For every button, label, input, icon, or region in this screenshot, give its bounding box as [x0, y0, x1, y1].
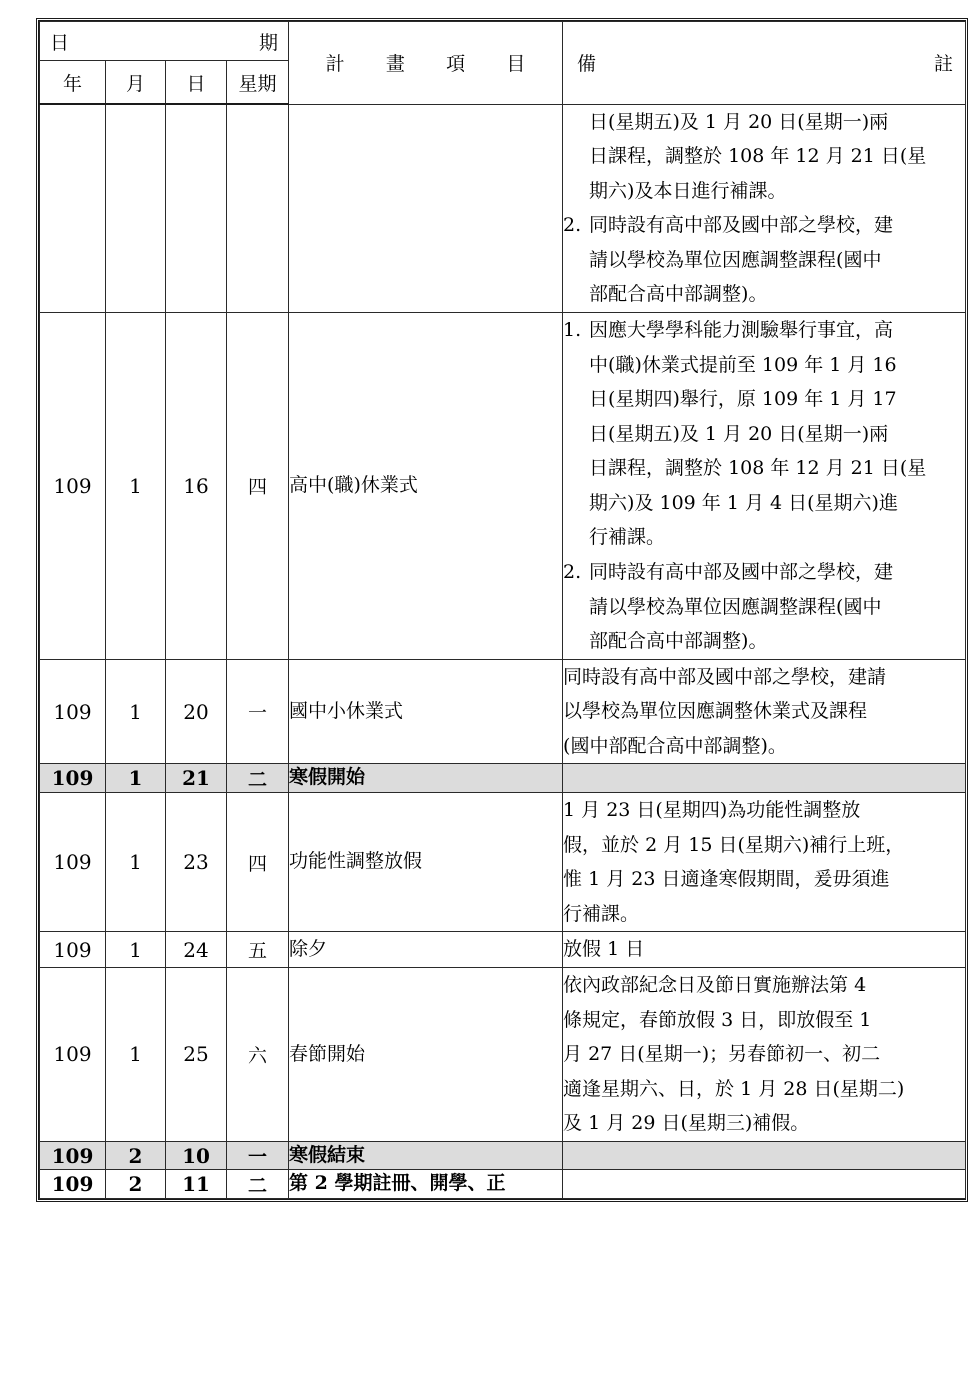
remark-line: 中(職)休業式提前至 109 年 1 月 16 — [589, 353, 897, 376]
remark-line: 1 月 23 日(星期四)為功能性調整放 — [563, 799, 861, 822]
cell-remark — [563, 932, 966, 968]
cell-month: 2 — [106, 1170, 166, 1199]
cell-day: 25 — [166, 967, 227, 1141]
remark-line: 日(星期五)及 1 月 20 日(星期一)兩 — [589, 110, 889, 133]
remark-line: 行補課。 — [589, 526, 666, 549]
cell-weekday: 二 — [227, 764, 289, 793]
remark-line: 及 1 月 29 日(星期三)補假。 — [563, 1112, 810, 1135]
cell-weekday: 五 — [227, 932, 289, 968]
remark-line: 同時設有高中部及國中部之學校，建 — [589, 561, 894, 584]
header-date-right: 期 — [259, 31, 279, 54]
table-row — [40, 1170, 966, 1199]
cell-remark — [563, 793, 966, 932]
header-col-year: 年 — [40, 61, 106, 105]
header-plan-char-2: 畫 — [385, 53, 405, 76]
cell-year: 109 — [40, 764, 106, 793]
calendar-table-wrapper — [36, 18, 968, 1202]
cell-day: 11 — [166, 1170, 227, 1199]
cell-year: 109 — [40, 312, 106, 659]
table-row — [40, 967, 966, 1141]
cell-month: 1 — [106, 764, 166, 793]
table-row — [40, 932, 966, 968]
remark-line: 條規定，春節放假 3 日，即放假至 1 — [563, 1008, 872, 1031]
cell-remark — [563, 1141, 966, 1170]
remark-numbered-item — [563, 313, 965, 555]
remark-line: 日(星期五)及 1 月 20 日(星期一)兩 — [589, 422, 889, 445]
header-date-left: 日 — [50, 31, 70, 54]
remark-block-list — [563, 208, 965, 312]
cell-month — [106, 104, 166, 312]
remark-line: 同時設有高中部及國中部之學校，建 — [589, 214, 894, 237]
header-plan-char-4: 目 — [506, 53, 526, 76]
cell-month: 1 — [106, 932, 166, 968]
cell-plan-item: 國中小休業式 — [289, 659, 563, 764]
cell-remark — [563, 104, 966, 312]
remark-line: 同時設有高中部及國中部之學校，建請 — [563, 665, 887, 688]
cell-remark — [563, 967, 966, 1141]
remark-line: 月 27 日(星期一)；另春節初一、初二 — [563, 1043, 881, 1066]
cell-year: 109 — [40, 1170, 106, 1199]
cell-remark — [563, 1170, 966, 1199]
table-row — [40, 312, 966, 659]
remark-line: 以學校為單位因應調整休業式及課程 — [563, 700, 868, 723]
remark-line: 日(星期四)舉行，原 109 年 1 月 17 — [589, 388, 897, 411]
cell-month: 1 — [106, 967, 166, 1141]
remark-line: 日課程，調整於 108 年 12 月 21 日(星 — [589, 457, 927, 480]
cell-weekday: 四 — [227, 793, 289, 932]
header-col-weekday: 星期 — [227, 61, 289, 105]
cell-month: 1 — [106, 312, 166, 659]
remark-item-marker: 1. — [563, 318, 582, 341]
cell-day: 21 — [166, 764, 227, 793]
cell-plan-item: 除夕 — [289, 932, 563, 968]
cell-plan-item: 高中(職)休業式 — [289, 312, 563, 659]
cell-weekday: 二 — [227, 1170, 289, 1199]
table-body — [40, 104, 966, 1198]
header-remark — [563, 22, 966, 105]
remark-line: 請以學校為單位因應調整課程(國中 — [589, 595, 882, 618]
remark-line: 部配合高中部調整)。 — [589, 630, 768, 653]
remark-line: (國中部配合高中部調整)。 — [563, 734, 787, 757]
cell-year: 109 — [40, 932, 106, 968]
cell-remark — [563, 764, 966, 793]
header-plan-item — [289, 22, 563, 105]
cell-day: 16 — [166, 312, 227, 659]
cell-weekday: 一 — [227, 1141, 289, 1170]
table-row — [40, 793, 966, 932]
remark-line: 放假 1 日 — [563, 938, 645, 961]
cell-plan-item: 功能性調整放假 — [289, 793, 563, 932]
remark-line: 部配合高中部調整)。 — [589, 283, 768, 306]
cell-weekday: 四 — [227, 312, 289, 659]
remark-line: 因應大學學科能力測驗舉行事宜，高 — [589, 318, 894, 341]
table-row — [40, 764, 966, 793]
cell-plan-item — [289, 104, 563, 312]
remark-line: 依內政部紀念日及節日實施辦法第 4 — [563, 973, 867, 996]
cell-day: 24 — [166, 932, 227, 968]
cell-plan-item: 寒假結束 — [289, 1141, 563, 1170]
cell-weekday: 一 — [227, 659, 289, 764]
cell-remark — [563, 312, 966, 659]
cell-day — [166, 104, 227, 312]
remark-line: 惟 1 月 23 日適逢寒假期間，爰毋須進 — [563, 868, 890, 891]
cell-day: 20 — [166, 659, 227, 764]
remark-line: 適逢星期六、日，於 1 月 28 日(星期二) — [563, 1077, 905, 1100]
cell-year: 109 — [40, 793, 106, 932]
remark-item-marker: 2. — [563, 214, 582, 237]
table-header — [40, 22, 966, 105]
header-date-group — [40, 22, 289, 61]
remark-item-marker: 2. — [563, 561, 582, 584]
cell-month: 2 — [106, 1141, 166, 1170]
header-plan-char-3: 項 — [446, 53, 466, 76]
cell-year: 109 — [40, 967, 106, 1141]
header-remark-left: 備 — [577, 53, 597, 76]
cell-remark — [563, 659, 966, 764]
table-row — [40, 104, 966, 312]
remark-line: 期六)及本日進行補課。 — [589, 179, 787, 202]
remark-line: 請以學校為單位因應調整課程(國中 — [589, 248, 882, 271]
cell-day: 23 — [166, 793, 227, 932]
remark-line: 假，並於 2 月 15 日(星期六)補行上班， — [563, 833, 905, 856]
header-plan-char-1: 計 — [325, 53, 345, 76]
cell-year: 109 — [40, 659, 106, 764]
cell-weekday — [227, 104, 289, 312]
remark-numbered-item — [563, 208, 965, 312]
cell-month: 1 — [106, 793, 166, 932]
header-col-month: 月 — [106, 61, 166, 105]
cell-weekday: 六 — [227, 967, 289, 1141]
remark-line: 期六)及 109 年 1 月 4 日(星期六)進 — [589, 491, 898, 514]
remark-continuation — [563, 105, 965, 209]
calendar-table — [39, 21, 966, 1199]
header-col-day: 日 — [166, 61, 227, 105]
table-row — [40, 659, 966, 764]
cell-plan-item: 寒假開始 — [289, 764, 563, 793]
remark-line: 日課程，調整於 108 年 12 月 21 日(星 — [589, 145, 927, 168]
header-remark-right: 註 — [934, 53, 954, 76]
header-row-top — [40, 22, 966, 61]
cell-year — [40, 104, 106, 312]
cell-year: 109 — [40, 1141, 106, 1170]
remark-numbered-item — [563, 555, 965, 659]
cell-day: 10 — [166, 1141, 227, 1170]
table-row — [40, 1141, 966, 1170]
remark-line: 行補課。 — [563, 902, 640, 925]
cell-plan-item: 第 2 學期註冊、開學、正 — [289, 1170, 563, 1199]
cell-plan-item: 春節開始 — [289, 967, 563, 1141]
cell-month: 1 — [106, 659, 166, 764]
remark-block-list — [563, 313, 965, 659]
